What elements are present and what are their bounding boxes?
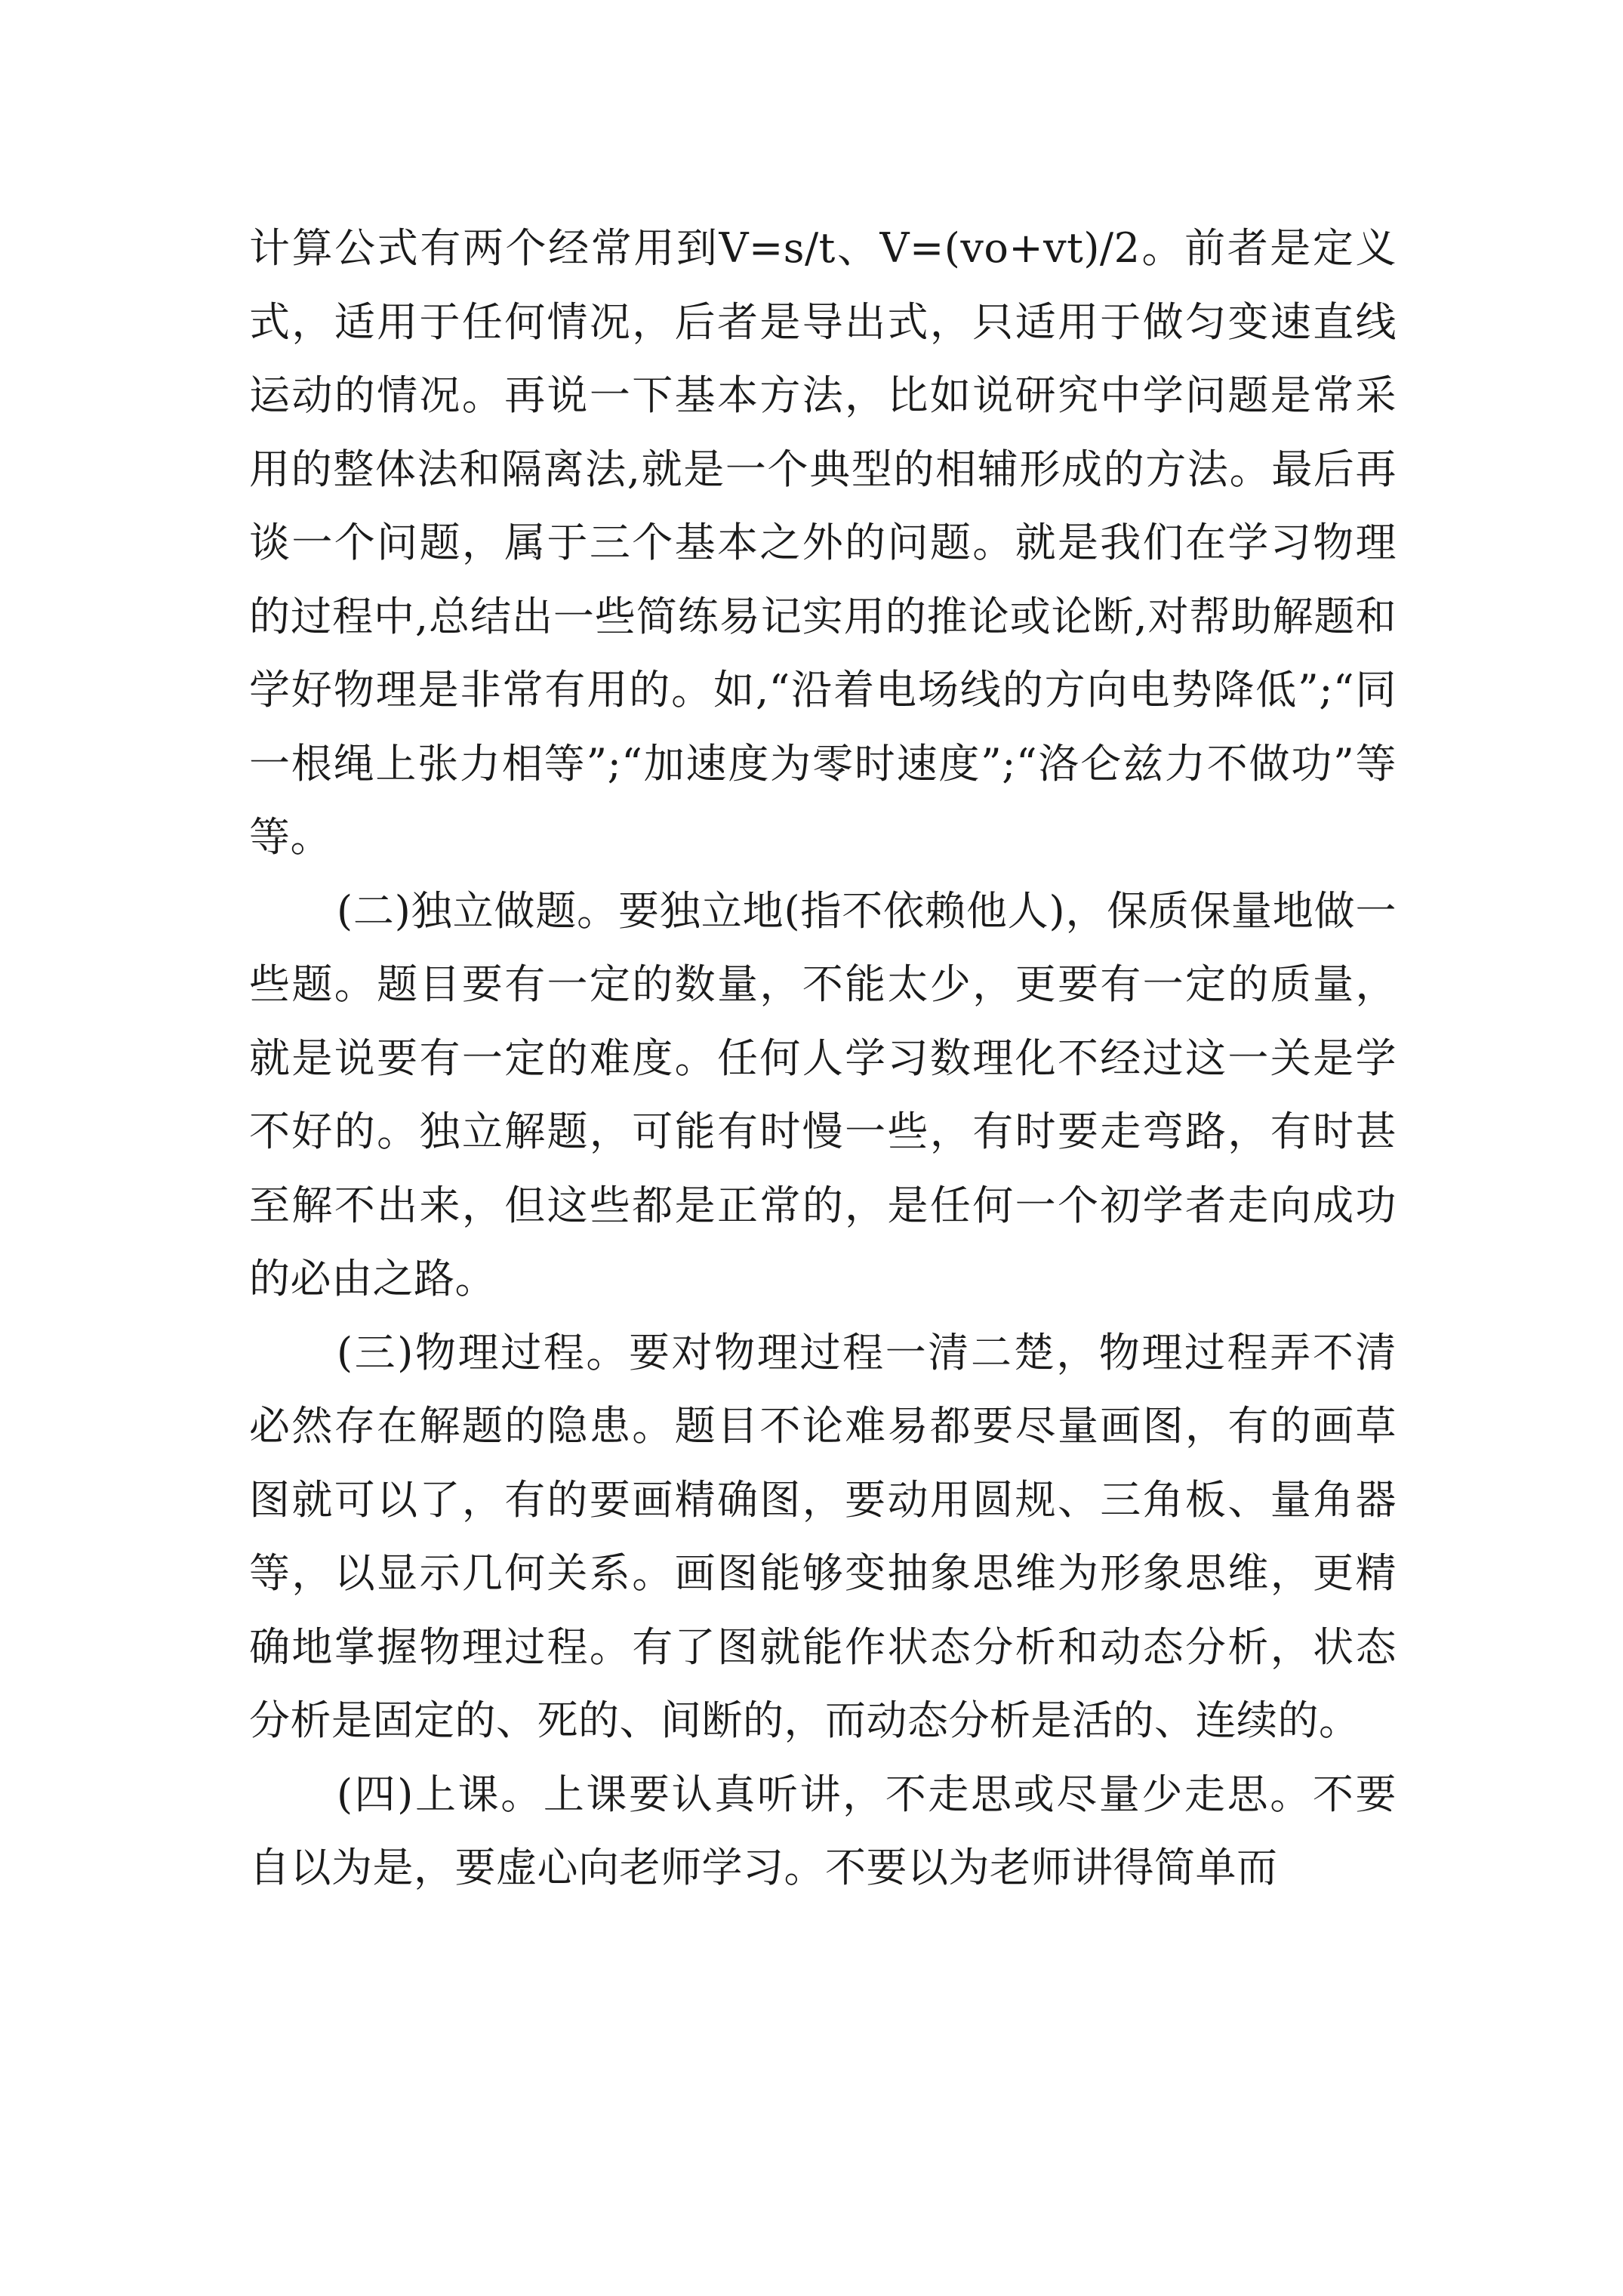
document-body — [249, 211, 1397, 1905]
paragraph-attend-class: (四)上课。上课要认真听讲，不走思或尽量少走思。不要自以为是，要虚心向老师学习。不要以为老师讲得简单而 — [249, 1770, 1397, 1891]
paragraph-independent-practice: (二)独立做题。要独立地(指不依赖他人)，保质保量地做一些题。题目要有一定的数量，不能太少，更要有一定的质量，就是说要有一定的难度。任何人学习数理化不经过这一关是学不好的。独立解题，可能有时慢一些，有时要走弯路，有时甚至解不出来，但这些都是正常的，是任何一个初学者走向成功的必由之路。 — [249, 886, 1397, 1302]
paragraph-formula-methods: 计算公式有两个经常用到V=s/t、V=(vo+vt)/2。前者是定义式，适用于任何情况，后者是导出式，只适用于做匀变速直线运动的情况。再说一下基本方法，比如说研究中学问题是常采用的整体法和隔离法,就是一个典型的相辅形成的方法。最后再谈一个问题，属于三个基本之外的问题。就是我们在学习物理的过程中,总结出一些简练易记实用的推论或论断,对帮助解题和学好物理是非常有用的。如,“沿着电场线的方向电势降低”;“同一根绳上张力相等”;“加速度为零时速度”;“洛仑兹力不做功”等等。 — [249, 224, 1397, 861]
paragraph-physical-process: (三)物理过程。要对物理过程一清二楚，物理过程弄不清必然存在解题的隐患。题目不论难易都要尽量画图，有的画草图就可以了，有的要画精确图，要动用圆规、三角板、量角器等，以显示几何关系。画图能够变抽象思维为形象思维，更精确地掌握物理过程。有了图就能作状态分析和动态分析，状态分析是固定的、死的、间断的，而动态分析是活的、连续的。 — [249, 1328, 1397, 1744]
